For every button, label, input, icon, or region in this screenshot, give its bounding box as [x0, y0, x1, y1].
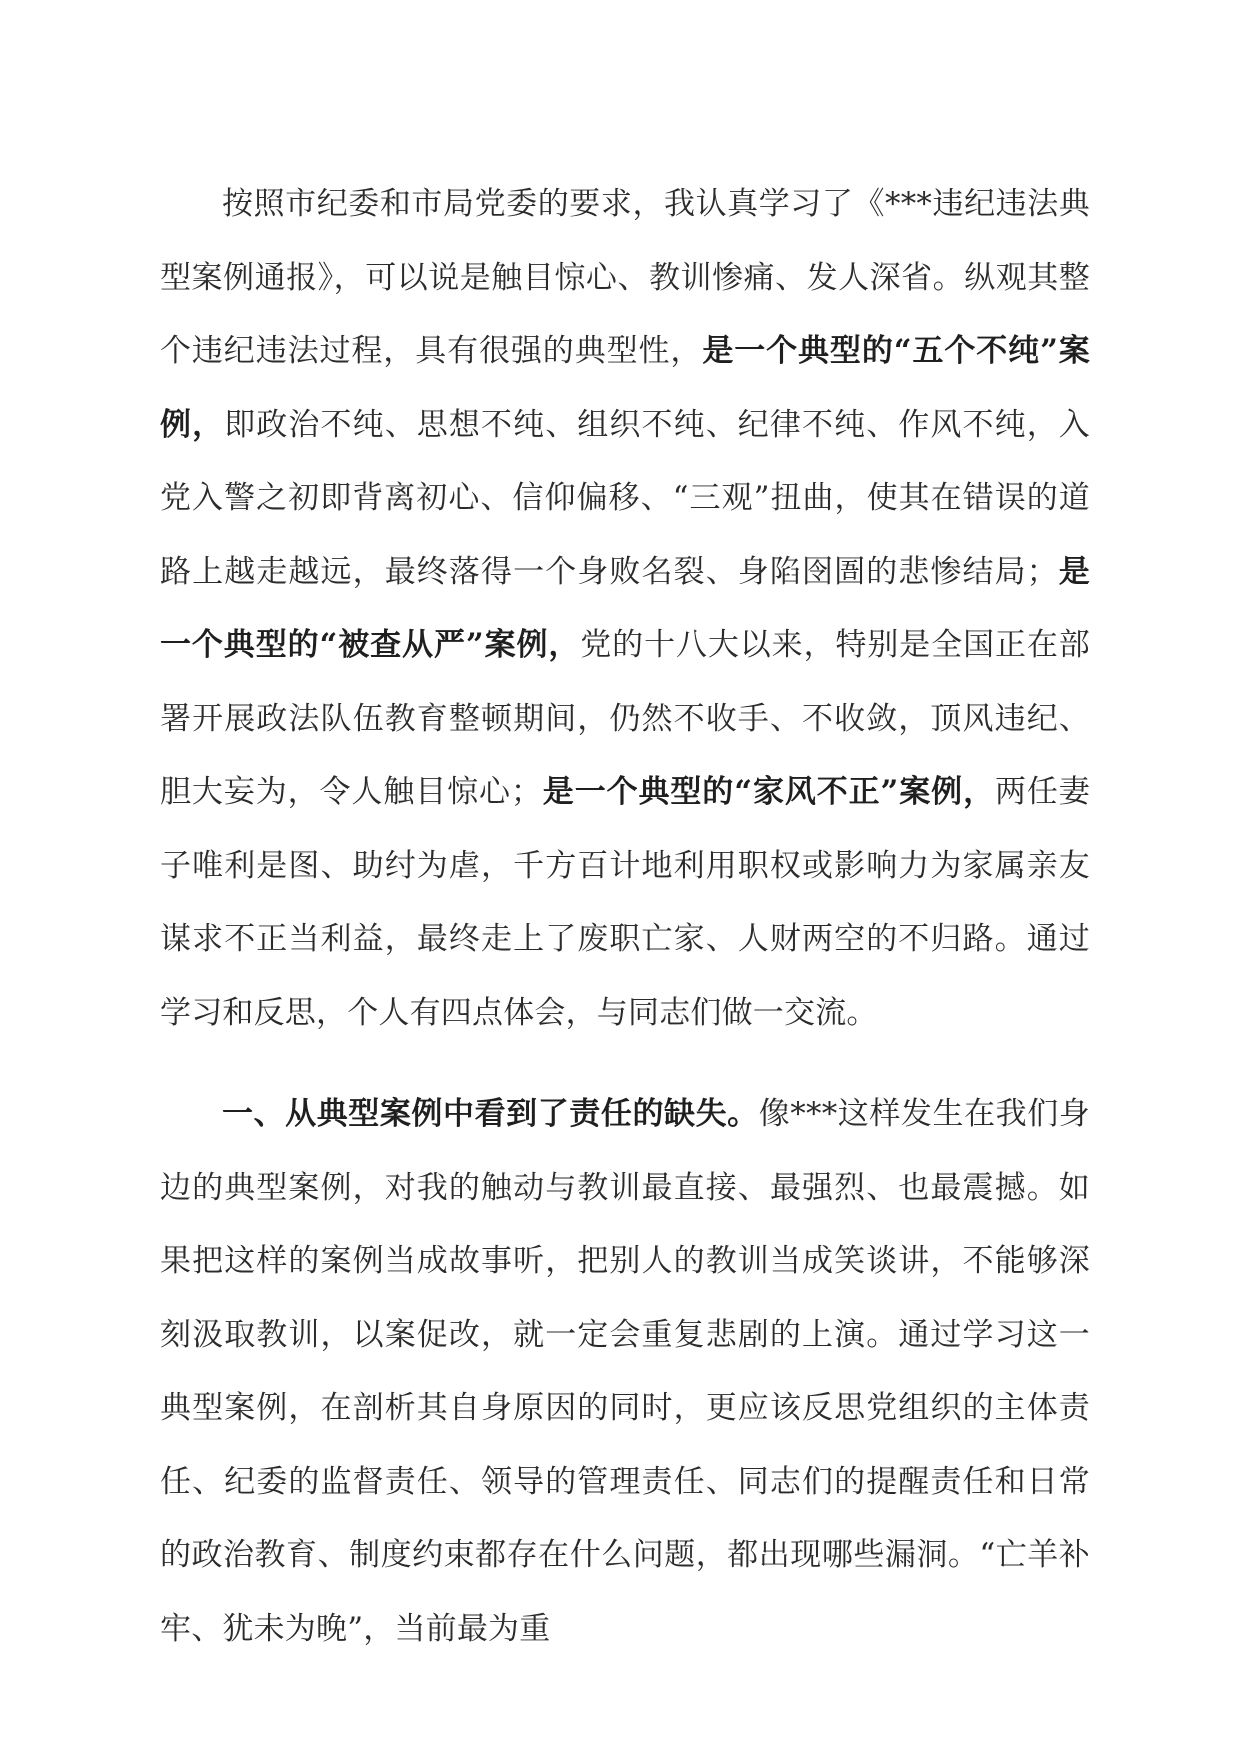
- section-heading: 一、从典型案例中看到了责任的缺失。: [222, 1096, 759, 1132]
- text-run: 像***这样发生在我们身边的典型案例，对我的触动与教训最直接、最强烈、也最震撼。如果把这样的案例当成故事听，把别人的教训当成笑谈讲，不能够深刻汲取教训，以案促改，就一定会重复悲剧的上演。通过学习这一典型案例，在剖析其自身原因的同时，更应该反思党组织的主体责任、纪委的监督责任、领导的管理责任、同志们的提醒责任和日常的政治教育、制度约束都存在什么问题，都出现哪些漏洞。“亡羊补牢、犹未为晚”，当前最为重: [160, 1096, 1090, 1647]
- paragraph-section-one: [160, 1078, 1090, 1666]
- text-run: 即政治不纯、思想不纯、组织不纯、纪律不纯、作风不纯，入党入警之初即背离初心、信仰偏移、“三观”扭曲，使其在错误的道路上越走越远，最终落得一个身败名裂、身陷囹圄的悲惨结局；: [160, 406, 1090, 590]
- text-run: 党的十八大以来，特别是全国正在部署开展政法队伍教育整顿期间，仍然不收手、不收敛，顶风违纪、胆大妄为，令人触目惊心；: [160, 627, 1090, 810]
- bold-text-run: 是一个典型的“家风不正”案例，: [542, 774, 995, 810]
- bold-text-run: 是一个典型的“五个不纯”案例，: [160, 333, 1091, 443]
- text-run: 两任妻子唯利是图、助纣为虐，千方百计地利用职权或影响力为家属亲友谋求不正当利益，最终走上了废职亡家、人财两空的不归路。通过学习和反思，个人有四点体会，与同志们做一交流。: [160, 774, 1090, 1031]
- bold-text-run: 是一个典型的“被查从严”案例，: [160, 553, 1090, 663]
- document-body: [160, 168, 1090, 1666]
- paragraph-intro: [160, 168, 1090, 1050]
- text-run: 按照市纪委和市局党委的要求，我认真学习了《***违纪违法典型案例通报》，可以说是触目惊心、教训惨痛、发人深省。纵观其整个违纪违法过程，具有很强的典型性，: [160, 186, 1090, 369]
